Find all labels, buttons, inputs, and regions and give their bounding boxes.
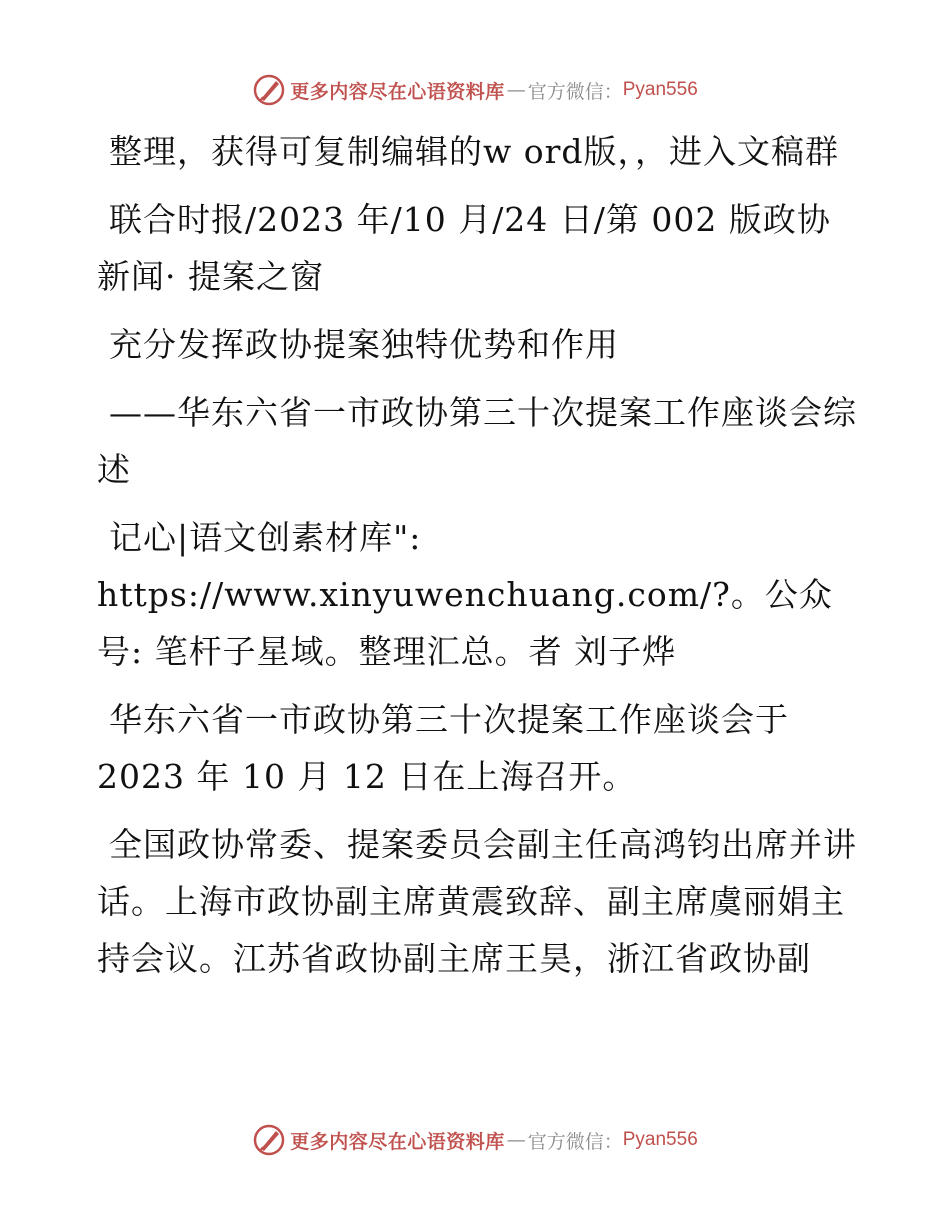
quill-pen-logo-icon	[252, 1123, 286, 1157]
paragraph-body-2: 全国政协常委、提案委员会副主任高鸿钧出席并讲话。上海市政协副主席黄震致辞、副主席虞丽娟主持会议。江苏省政协副主席王昊，浙江省政协副	[97, 825, 857, 978]
banner-separator: —	[506, 79, 526, 101]
banner-wechat-id: Pyan556	[622, 79, 698, 100]
paragraph-source: 联合时报/2023 年/10 月/24 日/第 002 版政协新闻· 提案之窗	[97, 200, 831, 296]
quill-pen-logo-icon	[252, 73, 286, 107]
footer-watermark-banner	[0, 1120, 950, 1160]
banner-separator: —	[506, 1129, 526, 1151]
banner-wechat-id: Pyan556	[622, 1129, 698, 1150]
paragraph-body-1: 华东六省一市政协第三十次提案工作座谈会于2023 年 10 月 12 日在上海召开。	[97, 700, 789, 796]
article-subtitle: ——华东六省一市政协第三十次提案工作座谈会综述	[97, 393, 857, 489]
article-title: 充分发挥政协提案独特优势和作用	[109, 325, 619, 364]
document-body	[97, 123, 857, 998]
banner-text: 更多内容尽在心语资料库	[290, 80, 505, 103]
banner-wechat-label: 官方微信：	[527, 80, 623, 103]
paragraph-intro: 整理，获得可复制编辑的w ord版，，进入文稿群	[109, 132, 840, 171]
banner-wechat-label: 官方微信：	[527, 1130, 623, 1153]
paragraph-author: 记心|语文创素材库": https://www.xinyuwenchuang.com/?。公众号: 笔杆子星域。整理汇总。者 刘子烨	[97, 518, 833, 671]
banner-text: 更多内容尽在心语资料库	[290, 1130, 505, 1153]
header-watermark-banner	[0, 70, 950, 110]
